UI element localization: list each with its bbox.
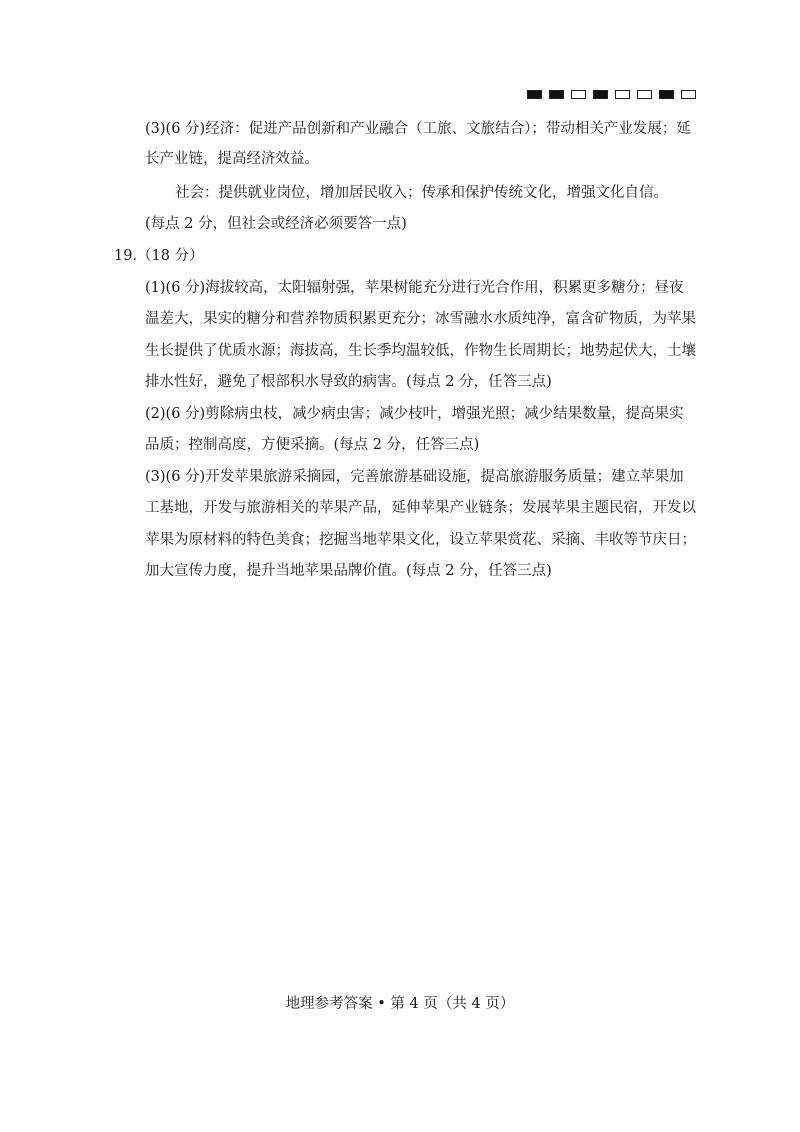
page-footer: 地理参考答案 • 第 4 页（共 4 页） [285,996,515,1012]
header-mark [681,90,696,99]
answer-line: 社会：提供就业岗位，增加居民收入；传承和保护传统文化，增强文化自信。 [175,185,668,201]
answer-line: (3)(6 分)开发苹果旅游采摘园，完善旅游基础设施，提高旅游服务质量；建立苹果加 [145,469,684,485]
header-mark [593,90,608,99]
header-marks [527,90,696,99]
answer-line: 长产业链，提高经济效益。 [145,151,319,167]
question-number: 19.（18 分） [114,248,204,264]
answer-line: 排水性好，避免了根部积水导致的病害。(每点 2 分，任答三点) [145,374,552,390]
answer-line: 生长提供了优质水源；海拔高，生长季均温较低，作物生长周期长；地势起伏大，土壤 [145,343,696,359]
answer-line: (1)(6 分)海拔较高，太阳辐射强，苹果树能充分进行光合作用，积累更多糖分；昼夜 [145,280,684,296]
answer-line: 苹果为原材料的特色美食；挖掘当地苹果文化，设立苹果赏花、采摘、丰收等节庆日； [145,532,696,548]
header-mark [571,90,586,99]
answer-line: (2)(6 分)剪除病虫枝，减少病虫害；减少枝叶，增强光照；减少结果数量，提高果实 [145,406,684,422]
header-mark [549,90,564,99]
header-mark [637,90,652,99]
answer-line: (每点 2 分，但社会或经济必须要答一点) [145,216,407,232]
answer-line: 加大宣传力度，提升当地苹果品牌价值。(每点 2 分，任答三点) [145,563,552,579]
header-mark [659,90,674,99]
header-mark [615,90,630,99]
answer-line: 工基地，开发与旅游相关的苹果产品，延伸苹果产业链条；发展苹果主题民宿，开发以 [145,500,696,516]
answer-line: 品质；控制高度，方便采摘。(每点 2 分，任答三点) [145,437,480,453]
answer-line: (3)(6 分)经济：促进产品创新和产业融合（工旅、文旅结合）；带动相关产业发展；延 [145,121,691,137]
header-mark [527,90,542,99]
answer-line: 温差大，果实的糖分和营养物质积累更充分；冰雪融水水质纯净，富含矿物质，为苹果 [145,311,696,327]
